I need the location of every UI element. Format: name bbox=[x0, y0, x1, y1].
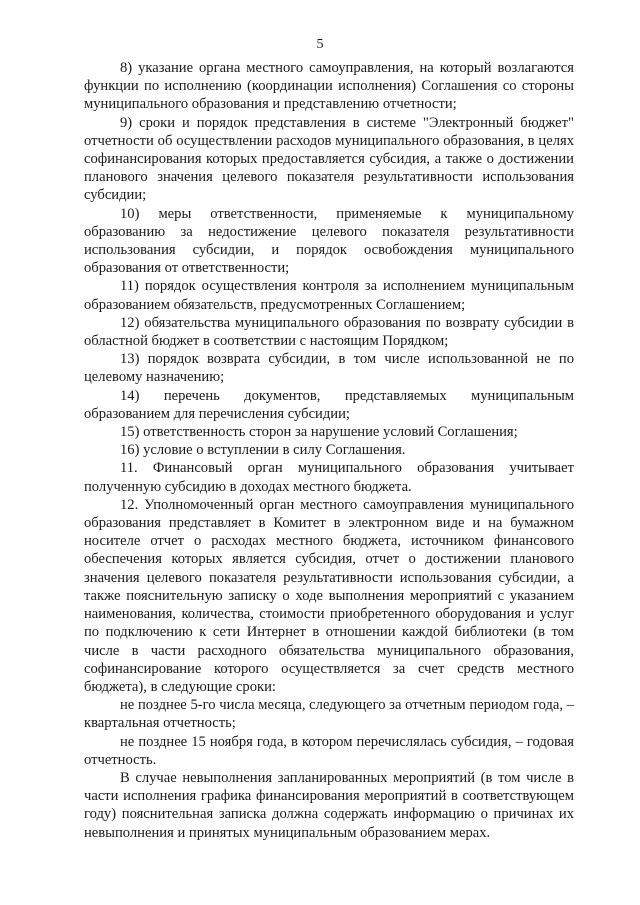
paragraph-deadline-quarterly: не позднее 5-го числа месяца, следующего за отчетным периодом года, – квартальная отчетность; bbox=[84, 697, 574, 732]
paragraph-item-12: 12) обязательства муниципального образования по возврату субсидии в областной бюджет в соответствии с настоящим Порядком; bbox=[84, 314, 574, 350]
paragraph-clause-12: 12. Уполномоченный орган местного самоуправления муниципального образования представляет в Комитет в электронном виде и на бумажном носителе отчет о расходах местного бюджета, источником финансового обеспечения которых является субсидия, отчет о достижении планового значения целевого показателя результативности использования субсидии, а также пояснительную записку о ходе выполнения мероприятий с указанием наименования, количества, стоимости приобретенного оборудования и услуг по подключению к сети Интернет в отношении каждой библиотеки (в том числе в части расходного обязательства муниципального образования, софинансирование которого осуществляется за счет средств местного бюджета), в следующие сроки: bbox=[84, 496, 574, 695]
paragraph-item-10: 10) меры ответственности, применяемые к муниципальному образованию за недостижение целевого показателя результативности использования субсидии, и порядок освобождения муниципального образования от ответственности; bbox=[84, 205, 574, 277]
page-number: 5 bbox=[316, 37, 324, 52]
document-body bbox=[84, 59, 574, 842]
paragraph-item-14: 14) перечень документов, представляемых муниципальным образованием для перечисления субсидии; bbox=[84, 387, 574, 422]
paragraph-item-11: 11) порядок осуществления контроля за исполнением муниципальным образованием обязательств, предусмотренных Соглашением; bbox=[84, 278, 574, 313]
paragraph-nonfulfillment: В случае невыполнения запланированных мероприятий (в том числе в части исполнения графика финансирования мероприятий в соответствующем году) пояснительная записка должна содержать информацию о причинах их невыполнения и принятых муниципальным образованием мерах. bbox=[84, 769, 574, 841]
paragraph-item-8: 8) указание органа местного самоуправления, на который возлагаются функции по исполнению (координации исполнения) Соглашения со стороны муниципального образования и представлению отчетности; bbox=[84, 60, 574, 113]
paragraph-item-9: 9) сроки и порядок представления в системе "Электронный бюджет" отчетности об осуществлении расходов муниципального образования, в целях софинансирования которых предоставляется субсидия, а также о достижении планового значения целевого показателя результативности использования субсидии; bbox=[84, 114, 574, 204]
paragraph-item-13: 13) порядок возврата субсидии, в том числе использованной не по целевому назначению; bbox=[84, 351, 574, 386]
paragraph-clause-11: 11. Финансовый орган муниципального образования учитывает полученную субсидию в доходах местного бюджета. bbox=[84, 460, 574, 495]
paragraph-item-15: 15) ответственность сторон за нарушение условий Соглашения; bbox=[120, 424, 518, 441]
paragraph-item-16: 16) условие о вступлении в силу Соглашения. bbox=[120, 442, 406, 459]
paragraph-deadline-annual: не позднее 15 ноября года, в котором перечислялась субсидия, – годовая отчетность. bbox=[84, 733, 574, 768]
